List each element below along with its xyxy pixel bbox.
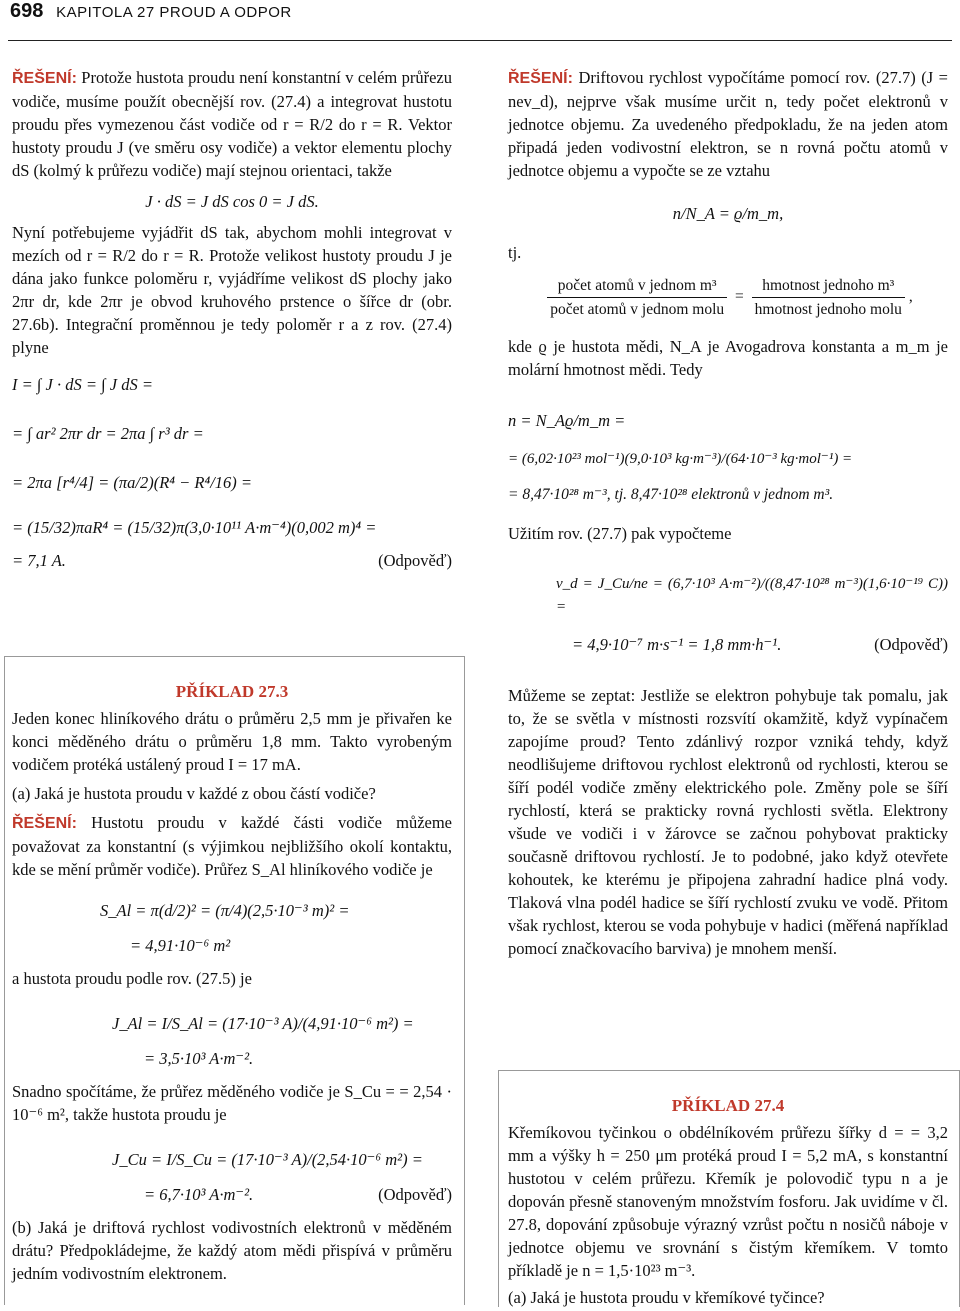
left-column-top	[12, 66, 452, 582]
ratio-left-denominator: počet atomů v jednom molu	[550, 301, 725, 318]
right-column	[508, 66, 948, 962]
question-b: (b) Jaká je driftová rychlost vodivostních elektronů v měděném drátu? Předpokládejme, že každý atom mědi přispívá v průměru jedním vodivostním elektronem.	[12, 1218, 452, 1283]
page-number: 698	[10, 0, 44, 22]
answer-label: (Odpověď)	[378, 551, 452, 570]
ratio-right	[752, 274, 905, 321]
solution-text: Hustotu proudu v každé části vodiče můžeme považovat za konstantní (s výjimkou nejbližšího okolí kontaktu, kde se mění průměr vodiče). Průřez S_Al hliníkového vodiče je	[12, 813, 453, 879]
equation-ratio: počet atomů v jednom m³ počet atomů v jednom molu = hmotnost jednoho m³ hmotnost jednoho molu ,	[508, 274, 948, 321]
equation-i-2: = ∫ ar² 2πr dr = 2πa ∫ r³ dr =	[12, 424, 204, 443]
answer-label: (Odpověď)	[874, 635, 948, 654]
solution-paragraph	[12, 66, 452, 182]
ratio-right-numerator: hmotnost jednoho m³	[752, 274, 905, 298]
equation-i-1: I = ∫ J · dS = ∫ J dS =	[12, 375, 153, 394]
example-title: PŘÍKLAD 27.3	[175, 682, 289, 701]
answer-label: (Odpověď)	[378, 1185, 452, 1204]
header-rule	[8, 40, 952, 41]
equation-n-1: n = N_Aϱ/m_m =	[508, 411, 626, 430]
equation-i-4: = (15/32)πaR⁴ = (15/32)π(3,0·10¹¹ A·m⁻⁴)(0,002 m)⁴ =	[12, 518, 377, 537]
solution-lead: ŘEŠENÍ:	[12, 70, 77, 87]
equation-j-ds: J · dS = J dS cos 0 = J dS.	[145, 192, 319, 211]
ratio-left-numerator: počet atomů v jednom m³	[547, 274, 727, 298]
equation-j-al-2: = 3,5·10³ A·m⁻².	[144, 1049, 254, 1068]
example-statement: Křemíkovou tyčinkou o obdélníkovém průřezu šířky d = = 3,2 mm a výšky h = 250 μm protéká proud I = 5,2 mA, s konstantní hustotou v celém průřezu. Křemík je polovodič typu n a je dopován přesně stanoveným množstvím fosforu. Jak uvidíme v čl. 27.8, dopování způsobuje výrazný vzrůst počtu n nosičů náboje v jednotce objemu ve srovnání s čistým křemíkem. V tomto příkladě je n = 1,5·10²³ m⁻³.	[508, 1123, 948, 1280]
paragraph-discussion: Můžeme se zeptat: Jestliže se elektron pohybuje tak pomalu, jak to, že se světla v místnosti rozsvítí okamžitě, když vypínačem zapojíme proud? Tento zdánlivý rozpor vzniká tehdy, když neodlišujeme driftovou rychlost elektronů od rychlosti, kterou se šíří podél vodiče změny elektrického pole. Změny pole se šíří rychlostí, která se prakticky rovná rychlosti světla. Elektrony všude ve vodiči i v žárovce se začnou pohybovat prakticky současně driftovou rychlostí. Je to podobné, jako když otevřete kohoutek, ke kterému je připojena zahradní hadice plná vody. Tlaková vlna podél hadice se šíří rychlostí zvuku ve vodě. Přitom však rychlost, kterou se voda pohybuje v hadici (měřená například pomocí značkovacího barviva) je mnohem menší.	[508, 686, 948, 958]
equation-i-5	[12, 549, 452, 572]
chapter-title: KAPITOLA 27 PROUD A ODPOR	[56, 4, 292, 21]
equals-sign: =	[735, 288, 744, 306]
example-27-3	[12, 672, 452, 1287]
solution-text: Driftovou rychlost vypočítáme pomocí rov. (27.7) (J = nev_d), nejprve však musíme určit n, tedy počet elektronů v jednotce objemu. Za uvedeného předpokladu, že na jeden atom připadá jeden vodivostní elektron, se n rovná počtu atomů v jednotce objemu a vypočte se ze vztahu	[508, 68, 948, 180]
example-27-4	[508, 1086, 948, 1311]
equation-vd-2	[572, 633, 948, 656]
equation-n-3: = 8,47·10²⁸ m⁻³, tj. 8,47·10²⁸ elektronů v jednom m³.	[508, 486, 834, 503]
ratio-right-denominator: hmotnost jednoho molu	[754, 301, 902, 318]
result-value: = 4,9·10⁻⁷ m·s⁻¹ = 1,8 mm·h⁻¹.	[572, 635, 782, 654]
paragraph-definitions: kde ϱ je hustota mědi, N_A je Avogadrova konstanta a m_m je molární hmotnost mědi. Tedy	[508, 337, 948, 379]
solution-lead: ŘEŠENÍ:	[12, 815, 77, 832]
result-value: = 7,1 A.	[12, 551, 66, 570]
question-a: (a) Jaká je hustota proudu v každé z obou částí vodiče?	[12, 784, 376, 803]
example-title: PŘÍKLAD 27.4	[671, 1096, 785, 1115]
equation-j-cu-2	[144, 1183, 452, 1206]
equation-n-2: = (6,02·10²³ mol⁻¹)(9,0·10³ kg·m⁻³)/(64·10⁻³ kg·mol⁻¹) =	[508, 451, 853, 467]
question-a: (a) Jaká je hustota proudu v křemíkové tyčince?	[508, 1288, 825, 1307]
running-header	[10, 0, 292, 23]
solution-text: Protože hustota proudu není konstantní v celém průřezu vodiče, musíme použít obecnější rov. (27.4) a integrovat hustotu proudu přes vymezenou část vodiče od r = R/2 do r = R. Vektor hustoty proudu J (ve směru osy vodiče) a vektor elementu plochy dS (kolmý k průřezu vodiče) mají stejnou orientaci, takže	[12, 68, 452, 180]
equation-vd-1: v_d = J_Cu/ne = (6,7·10³ A·m⁻²)/((8,47·10²⁸ m⁻³)(1,6·10⁻¹⁹ C)) =	[556, 576, 948, 615]
equation-j-cu-1: J_Cu = I/S_Cu = (17·10⁻³ A)/(2,54·10⁻⁶ m²) =	[112, 1150, 423, 1169]
equation-s-al-2: = 4,91·10⁻⁶ m²	[130, 936, 231, 955]
solution-lead: ŘEŠENÍ:	[508, 70, 573, 87]
equation-i-3: = 2πa [r⁴/4] = (πa/2)(R⁴ − R⁴/16) =	[12, 473, 253, 492]
paragraph-s-cu: Snadno spočítáme, že průřez měděného vodiče je S_Cu = = 2,54 · 10⁻⁶ m², takže hustota proudu je	[12, 1082, 452, 1124]
equation-s-al-1: S_Al = π(d/2)² = (π/4)(2,5·10⁻³ m)² =	[100, 901, 350, 920]
example-statement: Jeden konec hliníkového drátu o průměru 2,5 mm je přivařen ke konci měděného drátu o průměru 1,8 mm. Takto vyrobeným vodičem protéká ustálený proud I = 17 mA.	[12, 709, 452, 774]
equation-j-al-1: J_Al = I/S_Al = (17·10⁻³ A)/(4,91·10⁻⁶ m²) =	[112, 1014, 414, 1033]
result-value: = 6,7·10³ A·m⁻².	[144, 1185, 254, 1204]
paragraph-vd: Užitím rov. (27.7) pak vypočteme	[508, 524, 732, 543]
ratio-left	[547, 274, 727, 321]
tj-label: tj.	[508, 243, 522, 262]
equation-n-na: n/N_A = ϱ/m_m,	[672, 204, 784, 223]
paragraph-hustota: a hustota proudu podle rov. (27.5) je	[12, 969, 252, 988]
paragraph-ds: Nyní potřebujeme vyjádřit dS tak, abychom mohli integrovat v mezích od r = R/2 do r = R. Protože velikost hustoty proudu J je dána jako funkce poloměru r, vyjádříme velikost dS plochy jako 2πr dr, kde 2πr je obvod kruhového prstence o šířce dr (obr. 27.6b). Integrační proměnnou je tedy poloměr r a z rov. (27.4) plyne	[12, 223, 452, 357]
